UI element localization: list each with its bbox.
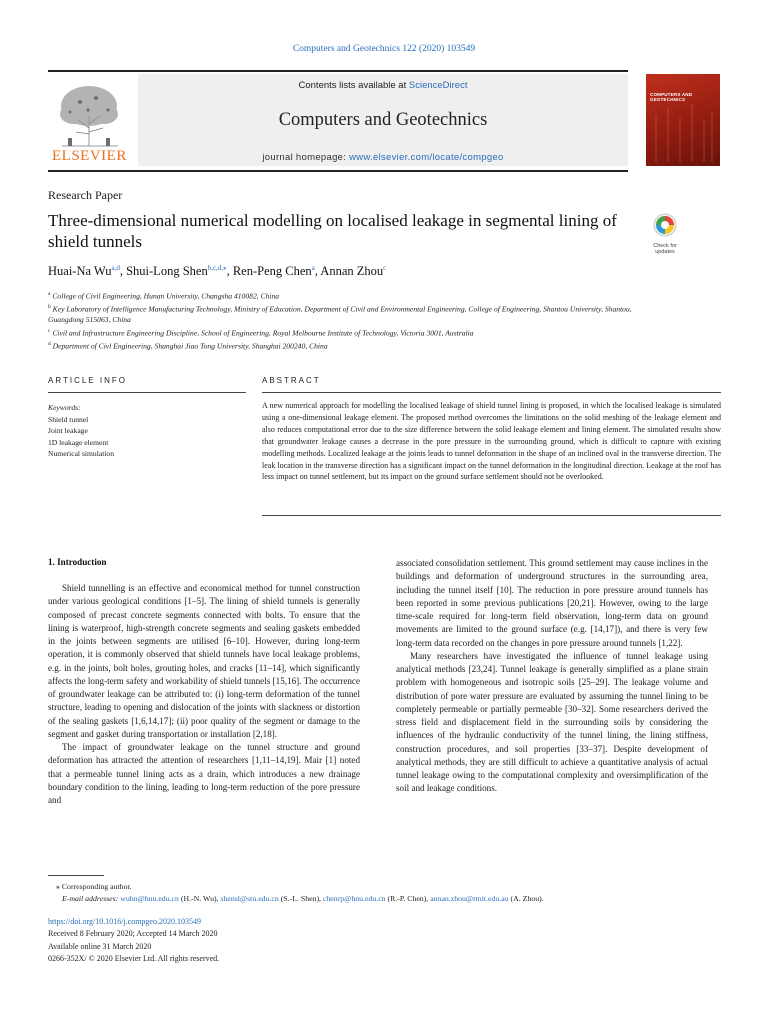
publisher-wordmark: ELSEVIER bbox=[52, 148, 127, 164]
author-entry bbox=[126, 264, 233, 278]
body-paragraph: associated consolidation settlement. This ground settlement may cause inclines in the buildings and deformation of underground structures in the surrounding area, including the tunnel itself [10]. The reduction in pore pressure around tunnels has been reported in some previous publications [20,21]. However, owing to the large time-scale required for long-term field observation, long-term data on ground movements are limited to the ground surface (e.g. [14,17]), and there is very few long-term data recorded on the changes in pore pressure around tunnels [1,22]. bbox=[396, 558, 708, 648]
journal-name: Computers and Geotechnics bbox=[278, 110, 488, 130]
footnotes bbox=[48, 881, 728, 905]
affiliation-text: Department of Civl Engineering, Shanghai Jiao Tong University, Shanghai 200240, China bbox=[52, 341, 328, 351]
author-list bbox=[48, 264, 386, 279]
author-name[interactable]: Huai-Na Wu bbox=[48, 264, 112, 279]
footnote-rule bbox=[48, 875, 104, 876]
affiliation-mark: c bbox=[48, 327, 51, 334]
abstract-top-rule bbox=[262, 392, 721, 393]
body-paragraph: Many researchers have investigated the influence of tunnel leakage using analytical methods [23,24]. Tunnel leakage is generally simplified as a plane strain problem with homogeneous and isotropic soils [25–29]. The leakage volume and distribution of pore water pressure are evaluated by assuming the tunnel lining to be completely permeable or partially permeable [30–32]. Some researchers derived the stress field and displacement field in the surrounding soils by considering the influences of the hydraulic conductivity of the tunnel lining, the lining stiffness, construction procedures, and soil properties [33–37]. Despite development of analytical methods, they are still difficult to achieve a quantitative analysis of actual tunnel leakage owing to the computational complexity and oversimplification of the soil and leakage conditions. bbox=[396, 650, 708, 794]
author-separator: , bbox=[314, 264, 321, 279]
affiliation-text: Civil and Infrastructure Engineering Discipline, School of Engineering, Royal Melbourne Institute of Technology, Victoria 3001, Australia bbox=[52, 328, 474, 338]
keywords-block bbox=[48, 402, 114, 460]
email-link[interactable]: chenrp@hnu.edu.cn bbox=[322, 894, 386, 903]
email-owner: (R.-P. Chen), bbox=[385, 894, 431, 903]
copyright-line: 0266-352X/ © 2020 Elsevier Ltd. All rights reserved. bbox=[48, 954, 220, 964]
email-owner: (A. Zhou). bbox=[508, 894, 544, 903]
journal-masthead bbox=[48, 70, 722, 170]
affiliation-item bbox=[48, 289, 648, 302]
author-name[interactable]: Annan Zhou bbox=[320, 264, 384, 279]
email-link[interactable]: annan.zhou@rmit.edu.au bbox=[430, 894, 509, 903]
affiliation-item bbox=[48, 302, 648, 326]
email-link[interactable]: wuhn@hnu.edu.cn bbox=[120, 894, 179, 903]
author-entry bbox=[320, 264, 386, 278]
homepage-prefix: journal homepage: bbox=[262, 152, 350, 163]
author-name[interactable]: Shui-Long Shen bbox=[126, 264, 208, 279]
masthead-bottom-rule bbox=[48, 170, 628, 172]
journal-cover-image bbox=[646, 74, 720, 166]
affiliation-list bbox=[48, 289, 648, 352]
available-online-date: Available online 31 March 2020 bbox=[48, 941, 152, 951]
abstract-heading: ABSTRACT bbox=[262, 376, 321, 385]
author-name[interactable]: Ren-Peng Chen bbox=[232, 264, 312, 279]
contents-available-line bbox=[138, 80, 628, 91]
email-link[interactable]: shensl@stu.edu.cn bbox=[220, 894, 279, 903]
author-affiliation-marks[interactable]: a,d bbox=[111, 264, 120, 272]
sciencedirect-link[interactable]: ScienceDirect bbox=[408, 80, 468, 91]
journal-reference-link[interactable]: Computers and Geotechnics 122 (2020) 103549 bbox=[292, 44, 476, 54]
keywords-label: Keywords: bbox=[48, 403, 81, 412]
masthead-top-rule bbox=[48, 70, 628, 72]
author-separator: , bbox=[119, 264, 127, 279]
affiliation-item bbox=[48, 326, 648, 339]
cover-texture bbox=[646, 74, 720, 166]
affiliation-mark: a bbox=[48, 291, 51, 297]
article-info-heading: ARTICLE INFO bbox=[48, 376, 127, 385]
author-entry bbox=[48, 264, 126, 278]
affiliation-mark: b bbox=[48, 304, 51, 311]
cover-title: COMPUTERS AND GEOTECHNICS bbox=[650, 92, 693, 102]
masthead-center-panel bbox=[138, 74, 628, 166]
abstract-text: A new numerical approach for modelling the localised leakage of shield tunnel lining is proposed, in which the localised leakage is simulated using a one-dimensional leakage element. The proposed method overcomes the limitations on the solid meshing of the leakage element and also reduces computational error due to the size difference between the solid leakage element and lining element. The simulated results show that groundwater leakage causes a decrease in the pore pressure in the surrounding ground, which is difficult to capture with existing modelling methods. Localized leakage at the joints leads to tunnel deformation in the shape of an inclined oval in the transverse direction. The leak location in the transverse direction has a significant impact on the tunnel deformation in the longitudinal direction. Leakage at the roof has less impact on tunnel settlement, but its impact on the ground surface settlement should not be overlooked. bbox=[262, 401, 721, 482]
email-owner: (H.-N. Wu), bbox=[178, 894, 221, 903]
body-paragraph: The impact of groundwater leakage on the tunnel structure and ground deformation has attracted the attention of researchers [1,11–14,19]. Mair [1] noted that a permeable tunnel lining acts as a drain, which introduces a new drainage boundary condition to the lining, leading to long-term reduction of the pore pressure and bbox=[48, 742, 360, 805]
article-type: Research Paper bbox=[48, 188, 123, 202]
author-separator: , bbox=[226, 264, 233, 279]
affiliation-text: Key Laboratory of Intelligence Manufacturing Technology, Ministry of Education, Department of Civil and Environmental Engineering, College of Engineering, Shantou University, Shantou, Guangdong 515063, China bbox=[48, 304, 632, 325]
received-accepted-dates: Received 8 February 2020; Accepted 14 March 2020 bbox=[48, 929, 218, 939]
email-addresses bbox=[48, 893, 728, 905]
keyword-item: Shield tunnel bbox=[48, 414, 89, 424]
check-for-updates-badge[interactable] bbox=[648, 212, 682, 255]
journal-homepage-line bbox=[138, 152, 628, 163]
keyword-item: Numerical simulation bbox=[48, 449, 115, 459]
corresponding-author-note: ⁎ Corresponding author. bbox=[56, 882, 132, 891]
journal-homepage-link[interactable]: www.elsevier.com/locate/compgeo bbox=[349, 152, 504, 163]
body-paragraph: Shield tunnelling is an effective and economical method for tunnel construction under various geological conditions [1–5]. The lining of shield tunnels is generally composed of precast concrete segments connected with bolts. To ensure that the lining is waterproof, high-strength concrete segments and sealing gaskets embedded in the joints between segments are utilised [6–10]. However, during long-term operation, it is commonly observed that shield tunnels have local leakage problems, e.g. in the joints, bolt holes, grouting holes, and cracks [11–14], which significantly affects the long-term safety and workability of shield tunnels [15,16]. The occurrence of groundwater leakage can be attributed to: (i) long-term deformation of the tunnel structure, leading to opening and dislocation of the joints with slackness or distortion of the sealing gaskets [1,6,14,17]; (ii) poor quality of the segment or damage to the segment and gasket during transportation or installation [2,18]. bbox=[48, 583, 360, 739]
affiliation-item bbox=[48, 339, 648, 352]
article-info-rule bbox=[48, 392, 246, 393]
author-affiliation-marks[interactable]: b,c,d,⁎ bbox=[207, 264, 227, 272]
email-label: E-mail addresses: bbox=[62, 894, 121, 903]
body-column-right bbox=[396, 557, 708, 796]
contents-prefix: Contents lists available at bbox=[298, 80, 409, 91]
introduction-heading: 1. Introduction bbox=[48, 557, 107, 567]
author-affiliation-marks[interactable]: a bbox=[311, 264, 315, 272]
email-owner: (S.-L. Shen), bbox=[278, 894, 323, 903]
crossmark-icon bbox=[648, 212, 682, 238]
keyword-item: 1D leakage element bbox=[48, 437, 109, 447]
article-title: Three-dimensional numerical modelling on localised leakage in segmental lining of shield tunnels bbox=[48, 211, 617, 251]
body-column-left bbox=[48, 582, 360, 807]
author-affiliation-marks[interactable]: c bbox=[383, 264, 387, 272]
keyword-item: Joint leakage bbox=[48, 426, 88, 436]
publication-info bbox=[48, 916, 219, 966]
crossmark-label: Check for updates bbox=[653, 243, 677, 255]
abstract-bottom-rule bbox=[262, 515, 721, 516]
affiliation-text: College of Civil Engineering, Hunan University, Changsha 410082, China bbox=[52, 291, 280, 301]
author-entry bbox=[233, 264, 320, 278]
doi-link[interactable]: https://doi.org/10.1016/j.compgeo.2020.103549 bbox=[48, 917, 201, 926]
affiliation-mark: d bbox=[48, 340, 51, 347]
